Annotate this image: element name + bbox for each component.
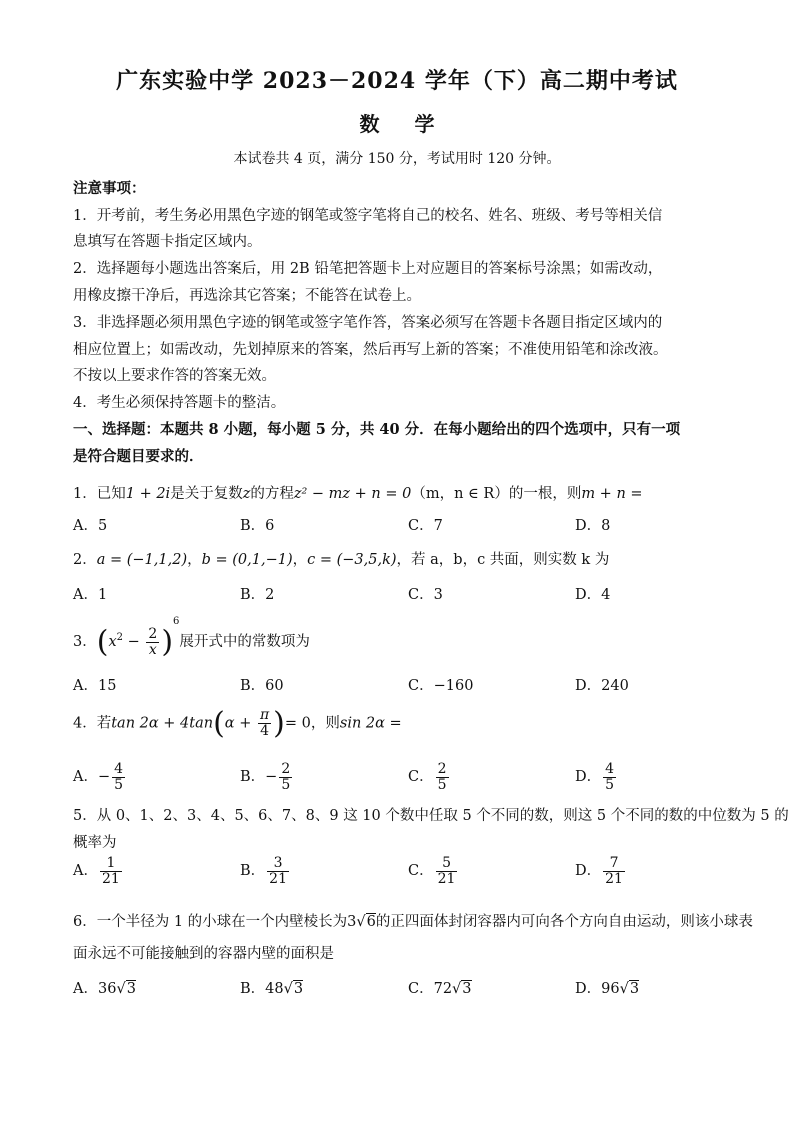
q6-option-c: C．72√3 [408,981,472,997]
q5-option-d: D． $\frac{7}{21}$ [575,855,623,887]
note-3b: 相应位置上；如需改动，先划掉原来的答案，然后再写上新的答案；不准使用铅笔和涂改液。 [73,342,668,358]
note-2b: 用橡皮擦干净后，再选涂其它答案；不能答在试卷上。 [73,288,421,304]
section-heading-b: 是符合题目要求的． [73,448,204,465]
page-title: 广东实验中学 2023－2024 学年（下）高二期中考试 [116,68,678,94]
q5-option-b: B． $\frac{3}{21}$ [240,855,287,887]
section-heading-a: 一、选择题：本题共 8 小题，每小题 5 分，共 40 分．在每小题给出的四个选项中，只有一项 [73,421,681,438]
q5-option-a: A． $\frac{1}{21}$ [73,855,120,887]
q6-option-a: A．36√3 [73,981,136,997]
note-3a: 3．非选择题必须用黑色字迹的钢笔或签字笔作答，答案必须写在答题卡各题目指定区域内的 [73,315,663,331]
q3-option-a: A．15 [73,678,117,694]
question-2: 2．a = (−1,1,2)，b = (0,1,−1)，c = (−3,5,k)，若 a，b，c 共面，则实数 k 为 [73,552,610,568]
subject-title: 数 学 [359,112,435,136]
q1-option-a: A．5 [73,518,108,534]
q4-fraction: $\frac{\pi}{4}$ [259,707,270,739]
q2-option-d: D．4 [575,587,611,603]
q5-option-c: C． $\frac{5}{21}$ [408,855,456,887]
q2-option-a: A．1 [73,587,108,603]
q3-option-c: C．−160 [408,678,474,694]
question-4: 4．若tan 2α + 4tan(α + $\frac{\pi}{4}$ )= 0，则sin 2α = [73,706,402,741]
q6-option-b: B．48√3 [240,981,304,997]
question-6a: 6．一个半径为 1 的小球在一个内壁棱长为3√6的正四面体封闭容器内可向各个方向自由运动，则该小球表 [73,914,753,930]
note-2a: 2．选择题每小题选出答案后，用 2B 铅笔把答题卡上对应题目的答案标号涂黑；如需改动， [73,261,663,277]
q1-option-b: B．6 [240,518,275,534]
note-3c: 不按以上要求作答的答案无效。 [73,368,276,384]
q4-option-d: D． $\frac{4}{5}$ [575,761,615,793]
exam-info: 本试卷共 4 页，满分 150 分，考试用时 120 分钟。 [233,151,561,167]
question-1: 1．已知1 + 2i是关于复数z的方程z² − mz + n = 0（m，n ∈ R）的一根，则m + n = [73,486,643,502]
question-5a: 5．从 0、1、2、3、4、5、6、7、8、9 这 10 个数中任取 5 个不同的数，则这 5 个不同的数的中位数为 5 的 [73,808,789,824]
q4-option-b: B．− $\frac{2}{5}$ [240,761,291,793]
q3-option-b: B．60 [240,678,284,694]
note-4: 4．考生必须保持答题卡的整洁。 [73,395,286,411]
question-3: 3．($x^2$ − $\frac{2}{x}$ )$^6$展开式中的常数项为 [73,616,310,660]
q3-fraction: $\frac{2}{x}$ [148,625,158,658]
q1-option-d: D．8 [575,518,611,534]
q4-option-a: A．− $\frac{4}{5}$ [73,761,124,793]
q6-option-d: D．96√3 [575,981,640,997]
q2-option-b: B．2 [240,587,275,603]
note-1a: 1．开考前，考生务必用黑色字迹的钢笔或签字笔将自己的校名、姓名、班级、考号等相关信 [73,208,663,224]
q1-option-c: C．7 [408,518,443,534]
q4-option-c: C． $\frac{2}{5}$ [408,761,447,793]
note-1b: 息填写在答题卡指定区域内。 [73,234,262,250]
notes-heading: 注意事项： [73,180,146,197]
question-5b: 概率为 [73,835,117,851]
q2-option-c: C．3 [408,587,443,603]
q3-option-d: D．240 [575,678,629,694]
question-6b: 面永远不可能接触到的容器内壁的面积是 [73,946,334,962]
